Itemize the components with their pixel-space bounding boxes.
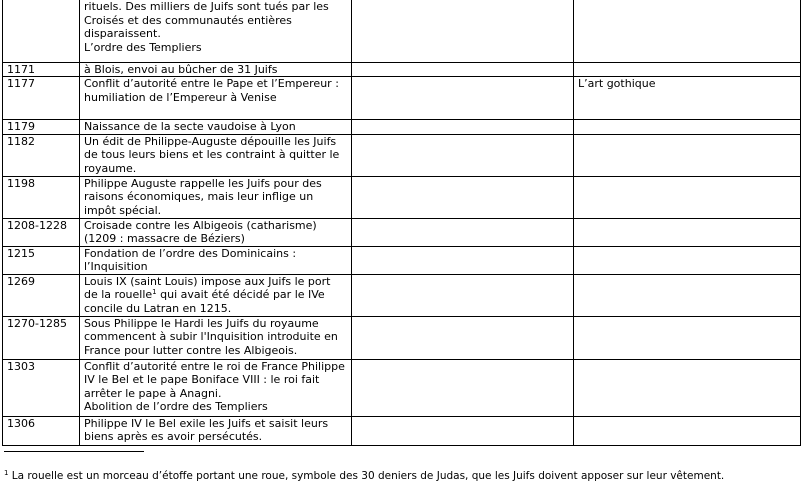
event-cell — [80, 359, 352, 416]
event-text: rituels. Des milliers de Juifs sont tués par les Croisés et des communautés entières disparaissent. — [84, 0, 329, 40]
footnote — [4, 470, 724, 482]
footnote-ref: 1 — [152, 288, 157, 296]
event-cell: Naissance de la secte vaudoise à Lyon — [80, 120, 352, 135]
date-cell: 1171 — [3, 62, 80, 77]
art-cell — [574, 316, 801, 359]
art-cell — [574, 120, 801, 135]
event-text: L’ordre des Templiers — [84, 40, 202, 54]
date-cell — [3, 0, 80, 62]
event-cell: Fondation de l’ordre des Dominicains : l’Inquisition — [80, 246, 352, 274]
art-cell — [574, 176, 801, 218]
table-row — [3, 218, 801, 246]
event-text: Conflit d’autorité entre le roi de France Philippe IV le Bel et le pape Boniface VIII : le roi fait arrêter le pape à Anagni. — [84, 359, 345, 400]
table-row — [3, 246, 801, 274]
date-cell: 1208-1228 — [3, 218, 80, 246]
date-cell: 1269 — [3, 274, 80, 316]
event-cell — [80, 274, 352, 316]
footnote-marker: 1 — [4, 469, 9, 477]
table-row — [3, 359, 801, 416]
table-row — [3, 416, 801, 445]
event-cell: Croisade contre les Albigeois (catharisme) (1209 : massacre de Béziers) — [80, 218, 352, 246]
empty-cell — [352, 359, 574, 416]
date-cell: 1270-1285 — [3, 316, 80, 359]
table-row — [3, 0, 801, 62]
date-cell: 1179 — [3, 120, 80, 135]
table-row — [3, 77, 801, 120]
table-row — [3, 316, 801, 359]
empty-cell — [352, 246, 574, 274]
art-cell — [574, 359, 801, 416]
date-cell: 1177 — [3, 77, 80, 120]
event-text: Louis IX (saint Louis) impose aux Juifs le port de la rouelle — [84, 274, 331, 301]
date-cell: 1306 — [3, 416, 80, 445]
date-cell: 1215 — [3, 246, 80, 274]
art-cell — [574, 218, 801, 246]
date-cell: 1182 — [3, 134, 80, 176]
event-cell: Un édit de Philippe-Auguste dépouille les Juifs de tous leurs biens et les contraint à quitter le royaume. — [80, 134, 352, 176]
event-cell: Conflit d’autorité entre le Pape et l’Empereur : humiliation de l’Empereur à Venise — [80, 77, 352, 120]
empty-cell — [352, 77, 574, 120]
table-row — [3, 62, 801, 77]
table-row — [3, 176, 801, 218]
empty-cell — [352, 416, 574, 445]
empty-cell — [352, 62, 574, 77]
table-row — [3, 134, 801, 176]
table-row — [3, 274, 801, 316]
event-cell: Philippe IV le Bel exile les Juifs et saisit leurs biens après es avoir persécutés. — [80, 416, 352, 445]
table-row — [3, 120, 801, 135]
empty-cell — [352, 134, 574, 176]
event-cell: Philippe Auguste rappelle les Juifs pour des raisons économiques, mais leur inflige un impôt spécial. — [80, 176, 352, 218]
art-cell — [574, 62, 801, 77]
empty-cell — [352, 120, 574, 135]
art-cell: L’art gothique — [574, 77, 801, 120]
footnote-separator — [4, 451, 144, 452]
date-cell: 1303 — [3, 359, 80, 416]
footnote-text: La rouelle est un morceau d’étoffe portant une roue, symbole des 30 deniers de Judas, que les Juifs doivent apposer sur leur vêtement. — [8, 470, 725, 482]
event-cell: Sous Philippe le Hardi les Juifs du royaume commencent à subir l'Inquisition introduite en France pour lutter contre les Albigeois. — [80, 316, 352, 359]
art-cell — [574, 246, 801, 274]
date-cell: 1198 — [3, 176, 80, 218]
event-text: qui avait été décidé par le IVe concile du Latran en 1215. — [84, 288, 325, 315]
event-cell: à Blois, envoi au bûcher de 31 Juifs — [80, 62, 352, 77]
empty-cell — [352, 0, 574, 62]
empty-cell — [352, 274, 574, 316]
art-cell — [574, 416, 801, 445]
art-cell — [574, 134, 801, 176]
art-cell — [574, 0, 801, 62]
empty-cell — [352, 176, 574, 218]
event-text: Abolition de l’ordre des Templiers — [84, 400, 268, 413]
chronology-table — [2, 0, 801, 446]
empty-cell — [352, 316, 574, 359]
art-cell — [574, 274, 801, 316]
empty-cell — [352, 218, 574, 246]
event-cell — [80, 0, 352, 62]
